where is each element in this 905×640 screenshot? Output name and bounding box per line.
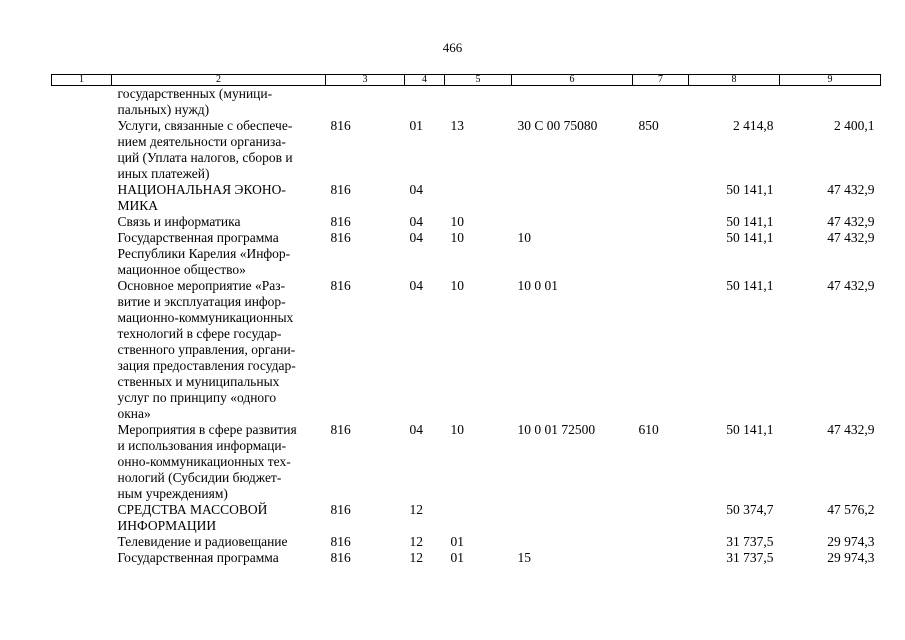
cell-section: 01: [409, 118, 423, 133]
cell-blank: [52, 422, 112, 502]
cell-amount-col9: 47 432,9: [827, 182, 875, 197]
cell-target-article: 10: [517, 230, 531, 245]
cell-name: НАЦИОНАЛЬНАЯ ЭКОНО- МИКА: [117, 182, 286, 213]
cell-target-article: 15: [517, 550, 531, 565]
cell-subsection: [445, 182, 512, 214]
cell-subsection: [445, 86, 512, 119]
cell-target-article: 10 0 01: [517, 278, 558, 293]
budget-table: [51, 74, 881, 566]
cell-amount-col8: 50 141,1: [726, 422, 774, 437]
cell-subsection: 10: [450, 422, 464, 437]
column-header: 7: [633, 75, 689, 86]
cell-ministry-code: 816: [330, 534, 351, 549]
page-number: 466: [442, 40, 463, 55]
cell-subsection: 10: [450, 214, 464, 229]
cell-target-article: [512, 214, 633, 230]
cell-name: СРЕДСТВА МАССОВОЙ ИНФОРМАЦИИ: [117, 502, 268, 533]
cell-expense-type: [633, 278, 689, 422]
cell-name: Услуги, связанные с обеспече- нием деятельности организа- ций (Уплата налогов, сборов и иных платежей): [117, 118, 293, 181]
column-header: 8: [689, 75, 780, 86]
cell-blank: [52, 550, 112, 566]
cell-amount-col8: 50 141,1: [726, 278, 774, 293]
cell-amount-col9: 47 432,9: [827, 214, 875, 229]
cell-section: [405, 86, 445, 119]
table-row: [52, 534, 881, 550]
cell-section: 04: [409, 230, 423, 245]
cell-section: 04: [409, 278, 423, 293]
cell-section: 04: [409, 422, 423, 437]
cell-amount-col8: 50 374,7: [726, 502, 774, 517]
cell-amount-col9: 47 576,2: [827, 502, 875, 517]
cell-blank: [52, 182, 112, 214]
cell-amount-col8: [689, 86, 780, 119]
cell-expense-type: [633, 86, 689, 119]
cell-target-article: 10 0 01 72500: [517, 422, 596, 437]
cell-amount-col8: 50 141,1: [726, 214, 774, 229]
table-row: [52, 230, 881, 278]
cell-name: Основное мероприятие «Раз- витие и эксплуатация инфор- мационно-коммуникационных технологий в сфере государ- ственного управления, органи- зация предоставления государ- ственных и муниципальных услуг по принципу «одного окна»: [117, 278, 296, 421]
cell-section: 12: [409, 534, 423, 549]
column-header: 2: [112, 75, 326, 86]
cell-target-article: [512, 534, 633, 550]
column-header: 1: [52, 75, 112, 86]
table-row: [52, 118, 881, 182]
column-header: 5: [445, 75, 512, 86]
cell-blank: [52, 86, 112, 119]
cell-subsection: 01: [450, 550, 464, 565]
cell-name: Мероприятия в сфере развития и использования информаци- онно-коммуникационных тех- нологий (Субсидии бюджет- ным учреждениям): [117, 422, 297, 501]
column-header: 3: [326, 75, 405, 86]
cell-amount-col8: 50 141,1: [726, 230, 774, 245]
cell-blank: [52, 118, 112, 182]
cell-subsection: 13: [450, 118, 464, 133]
table-row: [52, 214, 881, 230]
cell-name: Государственная программа Республики Карелия «Инфор- мационное общество»: [117, 230, 291, 277]
cell-target-article: [512, 502, 633, 534]
table-row: [52, 182, 881, 214]
cell-target-article: [512, 182, 633, 214]
table-row: [52, 502, 881, 534]
cell-blank: [52, 230, 112, 278]
cell-ministry-code: 816: [330, 230, 351, 245]
cell-amount-col9: 47 432,9: [827, 422, 875, 437]
cell-subsection: 10: [450, 278, 464, 293]
cell-amount-col9: 29 974,3: [827, 534, 875, 549]
column-header: 9: [780, 75, 881, 86]
cell-expense-type: 610: [638, 422, 659, 437]
cell-blank: [52, 502, 112, 534]
cell-ministry-code: 816: [330, 118, 351, 133]
cell-ministry-code: 816: [330, 422, 351, 437]
cell-ministry-code: 816: [330, 278, 351, 293]
cell-amount-col9: 47 432,9: [827, 278, 875, 293]
cell-ministry-code: 816: [330, 550, 351, 565]
cell-name: Связь и информатика: [117, 214, 241, 229]
cell-ministry-code: 816: [330, 182, 351, 197]
column-number-row: [52, 75, 881, 86]
cell-subsection: 10: [450, 230, 464, 245]
cell-blank: [52, 534, 112, 550]
cell-ministry-code: 816: [330, 502, 351, 517]
cell-subsection: 01: [450, 534, 464, 549]
cell-amount-col8: 31 737,5: [726, 534, 774, 549]
cell-target-article: 30 С 00 75080: [517, 118, 598, 133]
cell-blank: [52, 214, 112, 230]
cell-blank: [52, 278, 112, 422]
cell-section: 12: [409, 550, 423, 565]
cell-amount-col8: 50 141,1: [726, 182, 774, 197]
cell-section: 12: [409, 502, 423, 517]
cell-expense-type: [633, 182, 689, 214]
cell-expense-type: 850: [638, 118, 659, 133]
cell-expense-type: [633, 230, 689, 278]
cell-expense-type: [633, 550, 689, 566]
cell-amount-col9: [780, 86, 881, 119]
table-row: [52, 278, 881, 422]
cell-amount-col9: 29 974,3: [827, 550, 875, 565]
cell-expense-type: [633, 502, 689, 534]
cell-ministry-code: 816: [330, 214, 351, 229]
table-row: [52, 550, 881, 566]
cell-ministry-code: [326, 86, 405, 119]
cell-section: 04: [409, 182, 423, 197]
cell-expense-type: [633, 534, 689, 550]
table-body: [52, 86, 881, 567]
cell-name: Телевидение и радиовещание: [117, 534, 288, 549]
cell-name: государственных (муници- пальных) нужд): [117, 86, 273, 117]
table-row: [52, 422, 881, 502]
cell-expense-type: [633, 214, 689, 230]
table-row: [52, 86, 881, 119]
cell-amount-col8: 31 737,5: [726, 550, 774, 565]
cell-subsection: [445, 502, 512, 534]
cell-amount-col9: 47 432,9: [827, 230, 875, 245]
cell-section: 04: [409, 214, 423, 229]
cell-name: Государственная программа: [117, 550, 279, 565]
column-header: 4: [405, 75, 445, 86]
cell-target-article: [512, 86, 633, 119]
cell-amount-col9: 2 400,1: [834, 118, 875, 133]
cell-amount-col8: 2 414,8: [733, 118, 774, 133]
column-header: 6: [512, 75, 633, 86]
